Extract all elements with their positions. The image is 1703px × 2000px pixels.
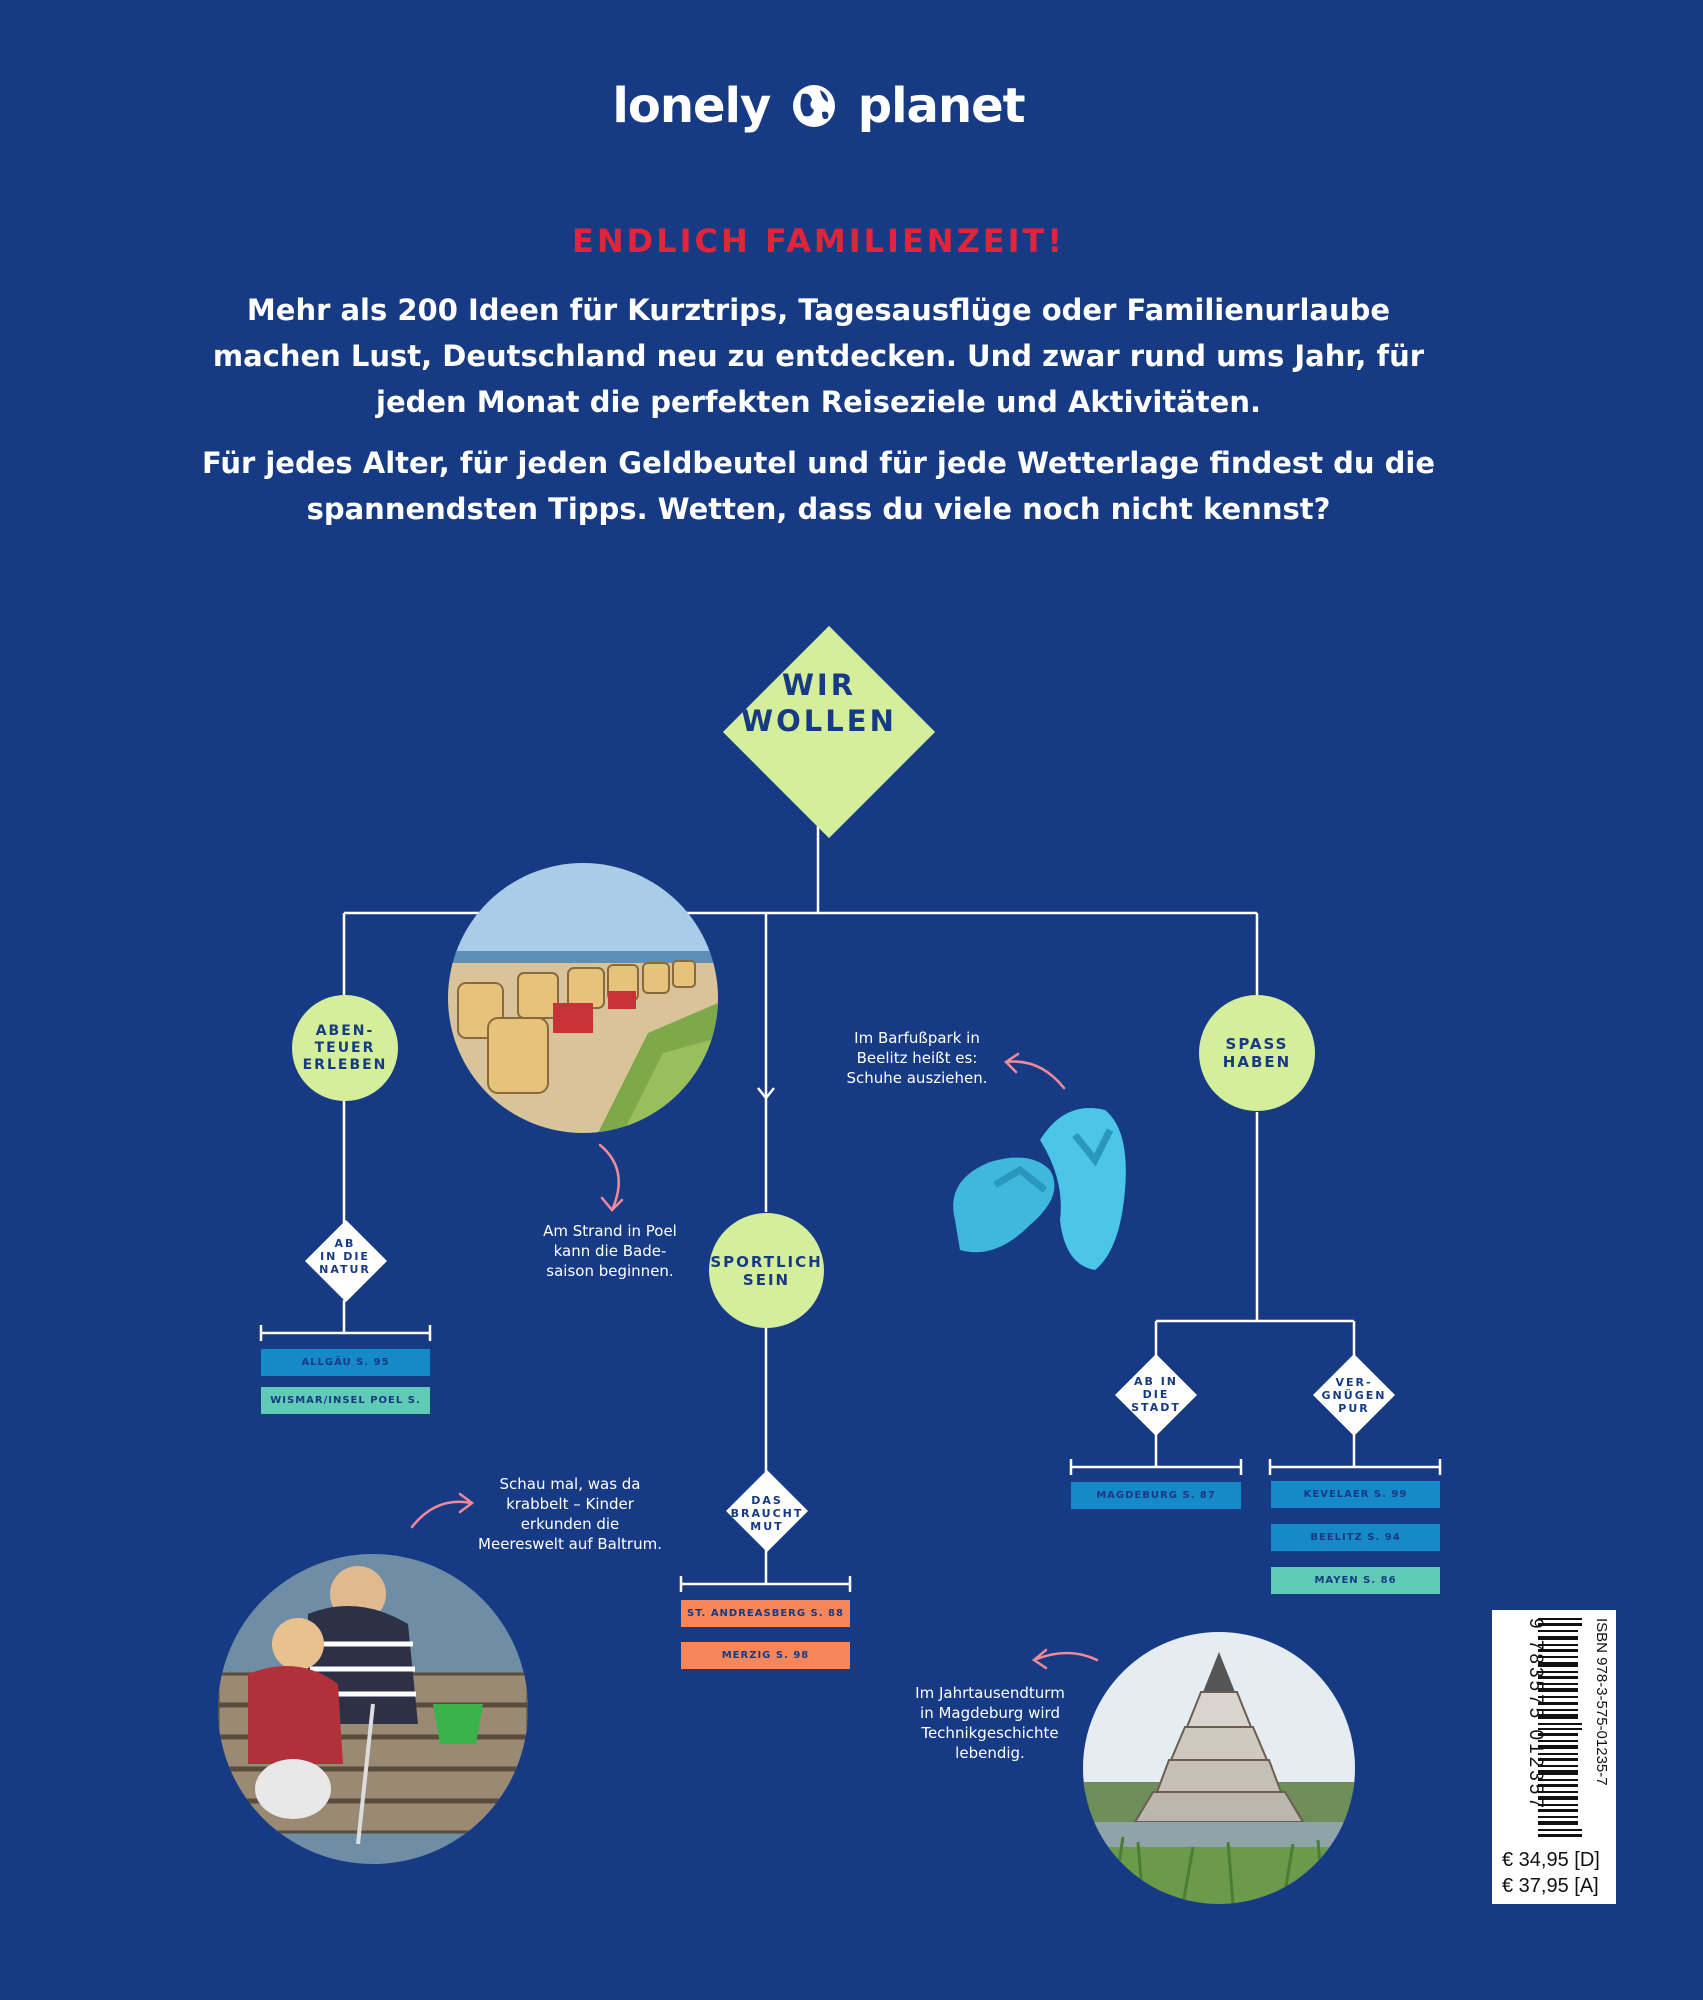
root-label-line2: WOLLEN bbox=[741, 704, 897, 738]
intro-paragraph-1: Mehr als 200 Ideen für Kurztrips, Tagesausflüge oder Familienurlaube machen Lust, Deutschland neu zu entdecken. Und zwar rund ums Jahr, für jeden Monat die perfekten Reiseziele und Aktivitäten. bbox=[212, 293, 1425, 419]
caption-strand: Am Strand in Poel kann die Bade- saison beginnen. bbox=[543, 1222, 677, 1280]
price-germany: € 34,95 [D] bbox=[1502, 1849, 1600, 1871]
brand-name-left: lonely bbox=[612, 78, 771, 134]
abenteuer-line1: ABEN- bbox=[315, 1022, 375, 1039]
destination-tag: MAGDEBURG S. 87 bbox=[1071, 1482, 1241, 1509]
vergnuegen-line1: VER- bbox=[1335, 1376, 1373, 1389]
mut-line1: DAS bbox=[751, 1494, 783, 1507]
decision-natur-label bbox=[304, 1237, 386, 1276]
decision-vergnuegen-label bbox=[1308, 1376, 1400, 1415]
destination-tag: BEELITZ S. 94 bbox=[1271, 1524, 1440, 1551]
arrow-turm bbox=[1034, 1653, 1097, 1660]
price-austria: € 37,95 [A] bbox=[1502, 1875, 1599, 1897]
isbn-text: ISBN 978-3-575-01235-7 bbox=[1593, 1618, 1610, 1786]
destination-tag: KEVELAER S. 99 bbox=[1271, 1481, 1440, 1508]
decision-mut-label bbox=[722, 1494, 812, 1533]
barcode-digits: 9 783575 012357 bbox=[1525, 1618, 1546, 1811]
intro-paragraph-2: Für jedes Alter, für jeden Geldbeutel und für jede Wetterlage findest du die spannendsten Tipps. Wetten, dass du viele noch nicht kennst? bbox=[201, 446, 1436, 526]
mut-line2: BRAUCHT bbox=[730, 1507, 804, 1520]
destination-tag: MAYEN S. 86 bbox=[1271, 1567, 1440, 1594]
spass-line1: SPASS bbox=[1225, 1035, 1289, 1053]
tower-photo bbox=[1083, 1632, 1355, 1904]
sportlich-line1: SPORTLICH bbox=[710, 1252, 823, 1271]
flip-flops-photo bbox=[935, 1100, 1170, 1275]
destination-tag: WISMAR/INSEL POEL S. 86 bbox=[261, 1387, 430, 1414]
branch-sportlich-sein bbox=[709, 1213, 824, 1328]
destination-tag: MERZIG S. 98 bbox=[681, 1642, 850, 1669]
brand-name-right: planet bbox=[857, 78, 1025, 134]
arrow-barfuss bbox=[1006, 1062, 1064, 1088]
sportlich-line2: SEIN bbox=[742, 1270, 791, 1289]
headline: ENDLICH FAMILIENZEIT! bbox=[572, 222, 1065, 260]
natur-line1: AB bbox=[334, 1237, 356, 1250]
stadt-line2: DIE bbox=[1142, 1388, 1170, 1401]
branch-abenteuer-erleben bbox=[292, 995, 398, 1101]
spass-line2: HABEN bbox=[1222, 1053, 1292, 1071]
natur-line2: IN DIE bbox=[320, 1250, 370, 1263]
abenteuer-line2: TEUER bbox=[314, 1039, 376, 1056]
vergnuegen-line3: PUR bbox=[1338, 1402, 1370, 1415]
root-label bbox=[729, 667, 909, 739]
branch-spass-haben bbox=[1199, 995, 1315, 1111]
abenteuer-line3: ERLEBEN bbox=[302, 1056, 388, 1073]
kids-photo bbox=[218, 1554, 528, 1864]
destination-tag: ALLGÄU S. 95 bbox=[261, 1349, 430, 1376]
vergnuegen-line2: GNÜGEN bbox=[1321, 1389, 1387, 1402]
root-label-line1: WIR bbox=[781, 668, 857, 702]
natur-line3: NATUR bbox=[319, 1263, 371, 1276]
destination-tag: ST. ANDREASBERG S. 88 bbox=[681, 1600, 850, 1627]
caption-barfuss: Im Barfußpark in Beelitz heißt es: Schuhe ausziehen. bbox=[846, 1029, 988, 1087]
caption-turm: Im Jahrtausendturm in Magdeburg wird Technikgeschichte lebendig. bbox=[915, 1684, 1065, 1762]
beach-chairs-photo bbox=[448, 863, 718, 1133]
caption-baltrum: Schau mal, was da krabbelt – Kinder erkunden die Meereswelt auf Baltrum. bbox=[478, 1475, 662, 1553]
arrow-baltrum bbox=[412, 1502, 472, 1527]
mut-line3: MUT bbox=[750, 1520, 784, 1533]
decision-stadt-label bbox=[1112, 1375, 1200, 1414]
stadt-line3: STADT bbox=[1131, 1401, 1181, 1414]
stadt-line1: AB IN bbox=[1133, 1375, 1179, 1388]
barcode-panel bbox=[1492, 1610, 1616, 1904]
